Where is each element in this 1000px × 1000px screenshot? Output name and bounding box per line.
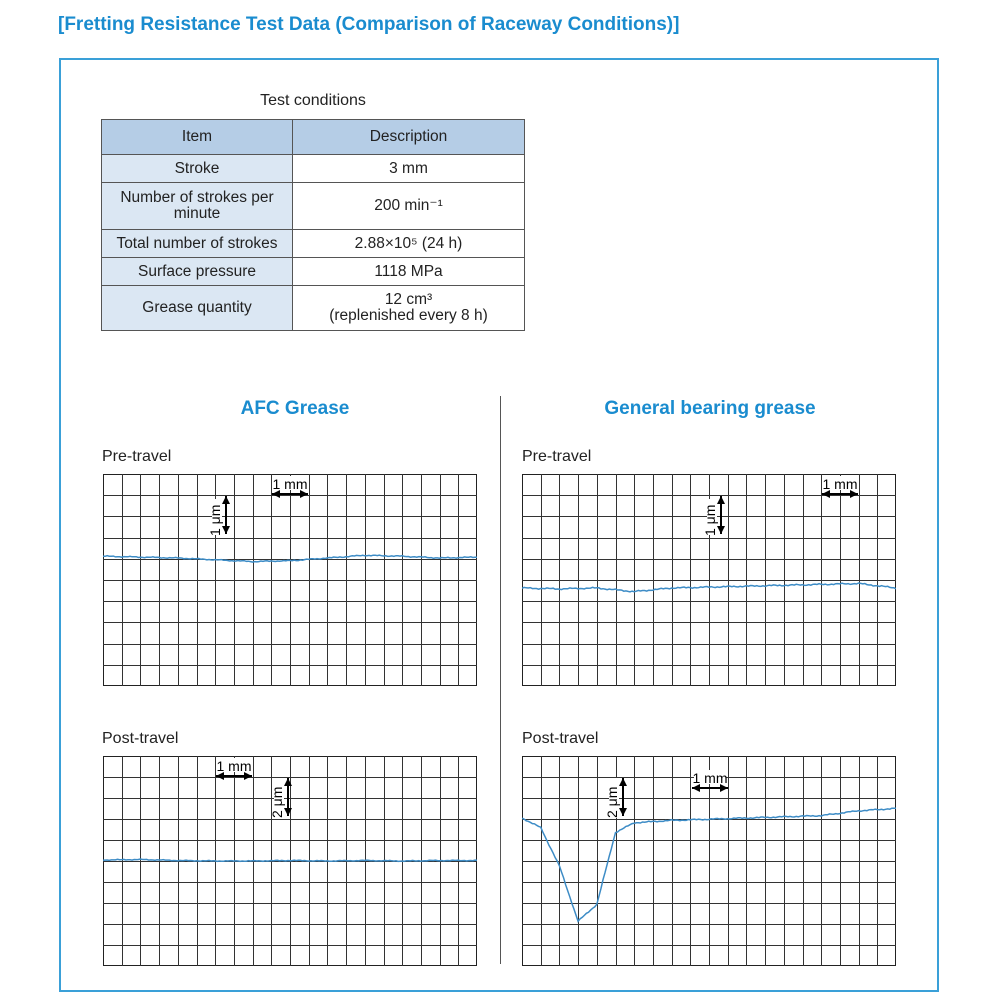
table-row — [102, 183, 525, 230]
cell-description: 1118 MPa — [293, 258, 525, 286]
afc-title: AFC Grease — [240, 398, 350, 419]
table-header-row — [102, 120, 525, 155]
cell-item: Number of strokes per minute — [102, 183, 293, 230]
table-row — [102, 230, 525, 258]
cell-item: Grease quantity — [102, 286, 293, 331]
header-description: Description — [293, 120, 525, 155]
table-caption: Test conditions — [260, 92, 366, 109]
vscale-label: 1 μm — [702, 504, 718, 536]
hscale-label: 1 mm — [692, 770, 728, 786]
cell-description-line1: 12 cm³ — [384, 291, 433, 308]
horizontal-scale-bar — [216, 758, 252, 780]
cell-description — [293, 286, 525, 331]
table-row — [102, 286, 525, 331]
horizontal-scale-bar — [822, 476, 858, 498]
general-title: General bearing grease — [604, 398, 816, 419]
afc-post-label: Post-travel — [102, 730, 179, 747]
table-row — [102, 155, 525, 183]
cell-description: 2.88×10⁵ (24 h) — [293, 230, 525, 258]
afc-pre-chart — [103, 474, 477, 686]
vscale-label: 2 μm — [269, 786, 285, 818]
cell-description: 3 mm — [293, 155, 525, 183]
page-heading: [Fretting Resistance Test Data (Comparison of Raceway Conditions)] — [58, 14, 680, 35]
hscale-label: 1 mm — [822, 476, 858, 492]
general-post-chart — [522, 756, 896, 966]
hscale-label: 1 mm — [216, 758, 252, 774]
conditions-table — [101, 119, 525, 331]
horizontal-scale-bar — [272, 476, 308, 498]
column-divider — [500, 396, 501, 964]
hscale-label: 1 mm — [272, 476, 308, 492]
cell-description-line2: (replenished every 8 h) — [329, 307, 488, 324]
cell-description: 200 min⁻¹ — [293, 183, 525, 230]
vscale-label: 2 μm — [604, 786, 620, 818]
vscale-label: 1 μm — [207, 504, 223, 536]
table-row — [102, 258, 525, 286]
header-item: Item — [102, 120, 293, 155]
general-pre-label: Pre-travel — [522, 448, 592, 465]
general-pre-chart — [522, 474, 896, 686]
horizontal-scale-bar — [692, 770, 728, 792]
afc-pre-label: Pre-travel — [102, 448, 172, 465]
cell-item: Stroke — [102, 155, 293, 183]
general-post-label: Post-travel — [522, 730, 599, 747]
afc-post-chart — [103, 756, 477, 966]
cell-item: Surface pressure — [102, 258, 293, 286]
cell-item: Total number of strokes — [102, 230, 293, 258]
